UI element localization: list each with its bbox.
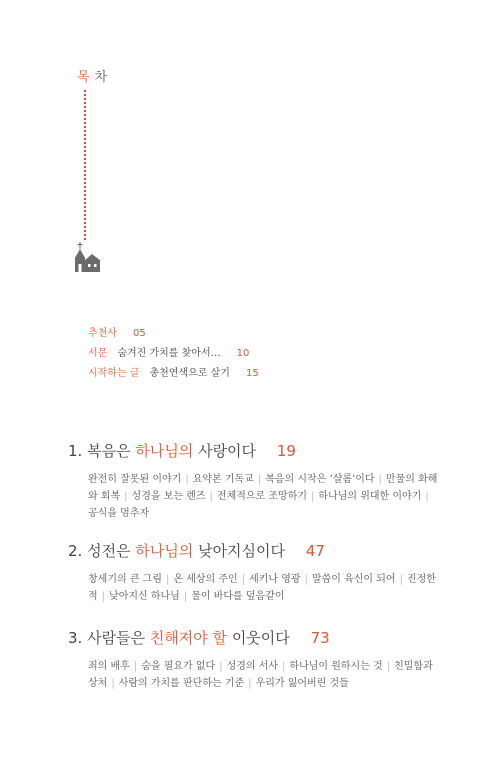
preface-text: 총천연색으로 살기 (149, 368, 230, 379)
chapter-3[interactable] (68, 627, 440, 692)
section-item: 공식을 멈추자 (88, 508, 150, 519)
toc-title-char-2: 차 (94, 70, 109, 85)
preface-page: 05 (132, 328, 146, 339)
section-item: 전체적으로 조망하기 (216, 491, 308, 502)
section-item: 세키나 영광 (249, 574, 301, 585)
chapter-number: 2. (68, 542, 83, 560)
chapter-page: 73 (310, 629, 330, 647)
chapter-title-highlight: 하나님의 (135, 542, 194, 560)
section-item: 우리가 잃어버린 것들 (255, 678, 349, 689)
section-item: 친밀함과 상처 (88, 661, 433, 689)
preface-page: 10 (236, 348, 250, 359)
toc-title (77, 66, 108, 85)
chapter-title-part: 이웃이다 (227, 629, 290, 647)
preface-text: 숨겨진 가치를 찾아서… (117, 348, 221, 359)
preface-label: 추천사 (88, 328, 117, 339)
chapter-title (68, 540, 440, 561)
dotted-divider (84, 90, 86, 240)
section-item: 성경을 보는 렌즈 (131, 491, 206, 502)
chapter-title (68, 627, 440, 648)
chapter-number: 3. (68, 629, 83, 647)
chapter-sections: 창세기의 큰 그림 | 온 세상의 주인 | 세키나 영광 | 말씀이 육신이 되어 | 진정한 적 | 낮아지신 하나님 | 물이 바다를 덮음같이 (88, 574, 436, 602)
preface-label: 시작하는 글 (88, 368, 140, 379)
section-item: 성경의 서사 (226, 661, 279, 672)
chapter-title-highlight: 하나님의 (135, 442, 194, 460)
chapter-sections: 완전히 잘못된 이야기 | 요약본 기독교 | 복음의 시작은 ‘샬롬’이다 | 만물의 화해와 회복 | 성경을 보는 렌즈 | 전체적으로 조망하기 | 하나님의 위대한 이야기 |공식을 멈추자 (88, 474, 438, 519)
toc-title-char-1: 목 (77, 70, 91, 85)
chapter-page: 19 (276, 442, 296, 460)
section-item: 사람의 가치를 판단하는 기준 (118, 678, 245, 689)
preface-item-recommendation[interactable] (88, 324, 146, 339)
chapter-title-part: 성전은 (87, 542, 136, 560)
church-icon (74, 242, 102, 272)
section-item: 낮아지신 하나님 (109, 591, 180, 602)
chapter-1[interactable] (68, 440, 440, 522)
section-item: 하나님이 원하시는 것 (289, 661, 383, 672)
section-item: 온 세상의 주인 (173, 574, 238, 585)
section-item: 복음의 시작은 ‘샬롬’이다 (265, 474, 375, 485)
section-item: 죄의 배후 (88, 661, 130, 672)
chapter-2[interactable] (68, 540, 440, 605)
section-item: 물이 바다를 덮음같이 (191, 591, 285, 602)
chapter-title-part: 복음은 (87, 442, 136, 460)
section-item: 숨을 필요가 없다 (141, 661, 216, 672)
section-item: 진정한 적 (88, 574, 436, 602)
section-item: 만물의 화해와 회복 (88, 474, 438, 502)
chapter-title-part: 낮아지심이다 (193, 542, 286, 560)
section-item: 말씀이 육신이 되어 (311, 574, 396, 585)
preface-label: 서문 (88, 348, 108, 359)
preface-page: 15 (245, 368, 259, 379)
chapter-title-part: 사랑이다 (193, 442, 257, 460)
preface-item-intro[interactable] (88, 344, 249, 359)
chapter-title-part: 사람들은 (87, 629, 150, 647)
chapter-title-highlight: 친해져야 할 (149, 629, 228, 647)
section-item: 창세기의 큰 그림 (88, 574, 162, 585)
section-item: 요약본 기독교 (192, 474, 254, 485)
chapter-title (68, 440, 440, 461)
chapter-number: 1. (68, 442, 83, 460)
preface-item-opening[interactable] (88, 364, 259, 379)
section-item: 하나님의 위대한 이야기 (318, 491, 422, 502)
chapter-page: 47 (305, 542, 325, 560)
section-item: 완전히 잘못된 이야기 (88, 474, 182, 485)
chapter-sections: 죄의 배후 | 숨을 필요가 없다 | 성경의 서사 | 하나님이 원하시는 것 | 친밀함과 상처 | 사람의 가치를 판단하는 기준 | 우리가 잃어버린 것들 (88, 661, 433, 689)
